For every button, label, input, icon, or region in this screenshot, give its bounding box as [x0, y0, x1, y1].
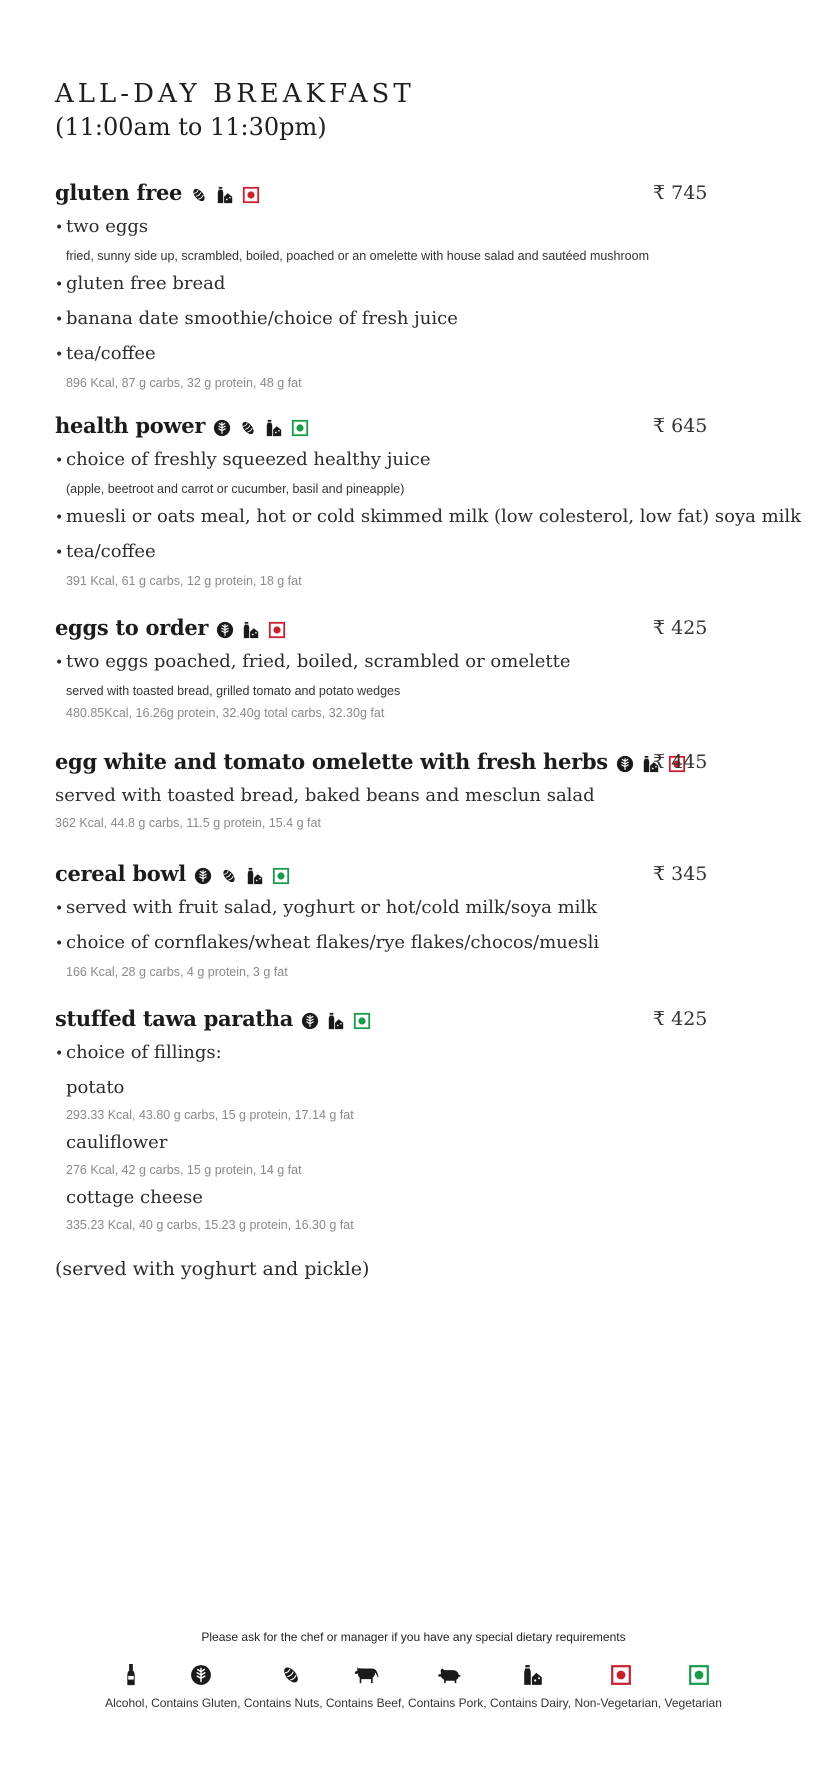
dairy-icon — [265, 419, 283, 437]
menu-item-name — [55, 1002, 379, 1036]
dairy-icon — [242, 621, 260, 639]
menu-item-header — [55, 857, 775, 891]
menu-item-component — [55, 535, 775, 570]
gluten-icon — [216, 621, 234, 639]
menu-item-header — [55, 611, 775, 645]
menu-item-name-text: gluten free — [55, 180, 183, 205]
gluten-icon — [213, 419, 231, 437]
menu-item-price: ₹ 445 — [653, 751, 708, 773]
dietary-icons — [190, 186, 268, 204]
legend-text: Alcohol, Contains Gluten, Contains Nuts, Contains Beef, Contains Pork, Contains Dairy, Non-Vegetarian, Vegetarian — [105, 1696, 722, 1710]
bullet-icon: • — [55, 347, 64, 363]
legend-icons — [118, 1664, 718, 1690]
pork-icon — [436, 1664, 462, 1690]
menu-item-name — [55, 409, 317, 443]
nutrition-info: 276 Kcal, 42 g carbs, 15 g protein, 14 g fat — [66, 1163, 302, 1177]
page-subtitle: (11:00am to 11:30pm) — [55, 113, 327, 141]
component-text: choice of fillings: — [66, 1042, 222, 1063]
non-veg-icon — [608, 1664, 634, 1690]
veg-icon — [686, 1664, 712, 1690]
menu-item-component — [55, 500, 802, 535]
nutrition-info: 391 Kcal, 61 g carbs, 12 g protein, 18 g fat — [66, 574, 302, 588]
menu-item-name — [55, 611, 294, 645]
menu-item-section — [55, 611, 775, 724]
menu-item-component — [55, 926, 775, 961]
non-veg-icon — [242, 186, 260, 204]
dairy-icon — [327, 1012, 345, 1030]
menu-item-price: ₹ 345 — [653, 863, 708, 885]
gluten-icon — [301, 1012, 319, 1030]
component-text: served with fruit salad, yoghurt or hot/cold milk/soya milk — [66, 897, 598, 918]
dietary-icons — [213, 419, 317, 437]
bullet-icon: • — [55, 655, 64, 671]
menu-item-component — [55, 1036, 775, 1071]
nuts-icon — [220, 867, 238, 885]
alcohol-icon — [118, 1664, 144, 1690]
menu-item-price: ₹ 745 — [653, 182, 708, 204]
filling-option: cottage cheese — [66, 1187, 203, 1208]
menu-item-price: ₹ 645 — [653, 415, 708, 437]
nutrition-info: 480.85Kcal, 16.26g protein, 32.40g total carbs, 32.30g fat — [66, 706, 385, 720]
menu-item-section — [55, 857, 775, 983]
menu-item-section — [55, 409, 802, 592]
gluten-icon — [194, 867, 212, 885]
bullet-icon: • — [55, 277, 64, 293]
bullet-icon: • — [55, 901, 64, 917]
veg-icon — [353, 1012, 371, 1030]
menu-item-component — [55, 891, 775, 926]
menu-item-component — [55, 267, 775, 302]
component-text: two eggs poached, fried, boiled, scrambled or omelette — [66, 651, 571, 672]
dietary-icons — [194, 867, 298, 885]
bullet-icon: • — [55, 936, 64, 952]
component-text: gluten free bread — [66, 273, 226, 294]
menu-item-component — [55, 210, 775, 245]
component-note: served with toasted bread, grilled tomato and potato wedges — [66, 684, 401, 698]
menu-item-name — [55, 176, 268, 210]
component-text: tea/coffee — [66, 343, 156, 364]
nuts-icon — [278, 1664, 304, 1690]
non-veg-icon — [268, 621, 286, 639]
component-text: muesli or oats meal, hot or cold skimmed milk (low colesterol, low fat) soya milk — [66, 506, 802, 527]
dietary-note: Please ask for the chef or manager if you have any special dietary requirements — [201, 1630, 626, 1644]
component-text: banana date smoothie/choice of fresh juice — [66, 308, 458, 329]
menu-item-price: ₹ 425 — [653, 617, 708, 639]
nutrition-info: 293.33 Kcal, 43.80 g carbs, 15 g protein, 17.14 g fat — [66, 1108, 354, 1122]
nutrition-info: 335.23 Kcal, 40 g carbs, 15.23 g protein, 16.30 g fat — [66, 1218, 354, 1232]
menu-item-component — [55, 443, 775, 478]
menu-item-header — [55, 1002, 775, 1036]
component-note: fried, sunny side up, scrambled, boiled, poached or an omelette with house salad and sautéed mushroom — [66, 249, 649, 263]
menu-item-description: served with toasted bread, baked beans and mesclun salad — [55, 785, 595, 806]
nutrition-info: 166 Kcal, 28 g carbs, 4 g protein, 3 g fat — [66, 965, 288, 979]
menu-item-name — [55, 745, 694, 779]
menu-item-section — [55, 745, 775, 834]
menu-item-header — [55, 745, 775, 779]
filling-option: potato — [66, 1077, 125, 1098]
bullet-icon: • — [55, 312, 64, 328]
nutrition-info: 362 Kcal, 44.8 g carbs, 11.5 g protein, 15.4 g fat — [55, 816, 321, 830]
nuts-icon — [190, 186, 208, 204]
menu-item-header — [55, 409, 775, 443]
menu-item-section — [55, 176, 775, 394]
menu-item-header — [55, 176, 775, 210]
component-text: two eggs — [66, 216, 149, 237]
component-text: choice of cornflakes/wheat flakes/rye flakes/chocos/muesli — [66, 932, 600, 953]
menu-item-component — [55, 337, 775, 372]
nutrition-info: 896 Kcal, 87 g carbs, 32 g protein, 48 g fat — [66, 376, 302, 390]
menu-item-section — [55, 1002, 775, 1236]
bullet-icon: • — [55, 453, 64, 469]
component-text: tea/coffee — [66, 541, 156, 562]
dietary-icons — [216, 621, 294, 639]
menu-item-price: ₹ 425 — [653, 1008, 708, 1030]
nuts-icon — [239, 419, 257, 437]
served-with-note: (served with yoghurt and pickle) — [55, 1258, 370, 1280]
menu-item-component — [55, 302, 775, 337]
veg-icon — [272, 867, 290, 885]
menu-item-name-text: cereal bowl — [55, 861, 186, 886]
bullet-icon: • — [55, 545, 64, 561]
menu-item-name-text: egg white and tomato omelette with fresh herbs — [55, 749, 608, 774]
menu-item-name-text: stuffed tawa paratha — [55, 1006, 294, 1031]
page-title: ALL-DAY BREAKFAST — [55, 79, 415, 109]
dairy-icon — [520, 1664, 546, 1690]
menu-item-name-text: health power — [55, 413, 206, 438]
dairy-icon — [246, 867, 264, 885]
component-note: (apple, beetroot and carrot or cucumber, basil and pineapple) — [66, 482, 405, 496]
gluten-icon — [188, 1664, 214, 1690]
menu-item-name — [55, 857, 298, 891]
gluten-icon — [616, 755, 634, 773]
menu-item-component — [55, 645, 775, 680]
bullet-icon: • — [55, 1046, 64, 1062]
veg-icon — [291, 419, 309, 437]
beef-icon — [354, 1664, 380, 1690]
filling-option: cauliflower — [66, 1132, 168, 1153]
dairy-icon — [216, 186, 234, 204]
dietary-icons — [301, 1012, 379, 1030]
menu-item-name-text: eggs to order — [55, 615, 209, 640]
bullet-icon: • — [55, 510, 64, 526]
component-text: choice of freshly squeezed healthy juice — [66, 449, 431, 470]
bullet-icon: • — [55, 220, 64, 236]
